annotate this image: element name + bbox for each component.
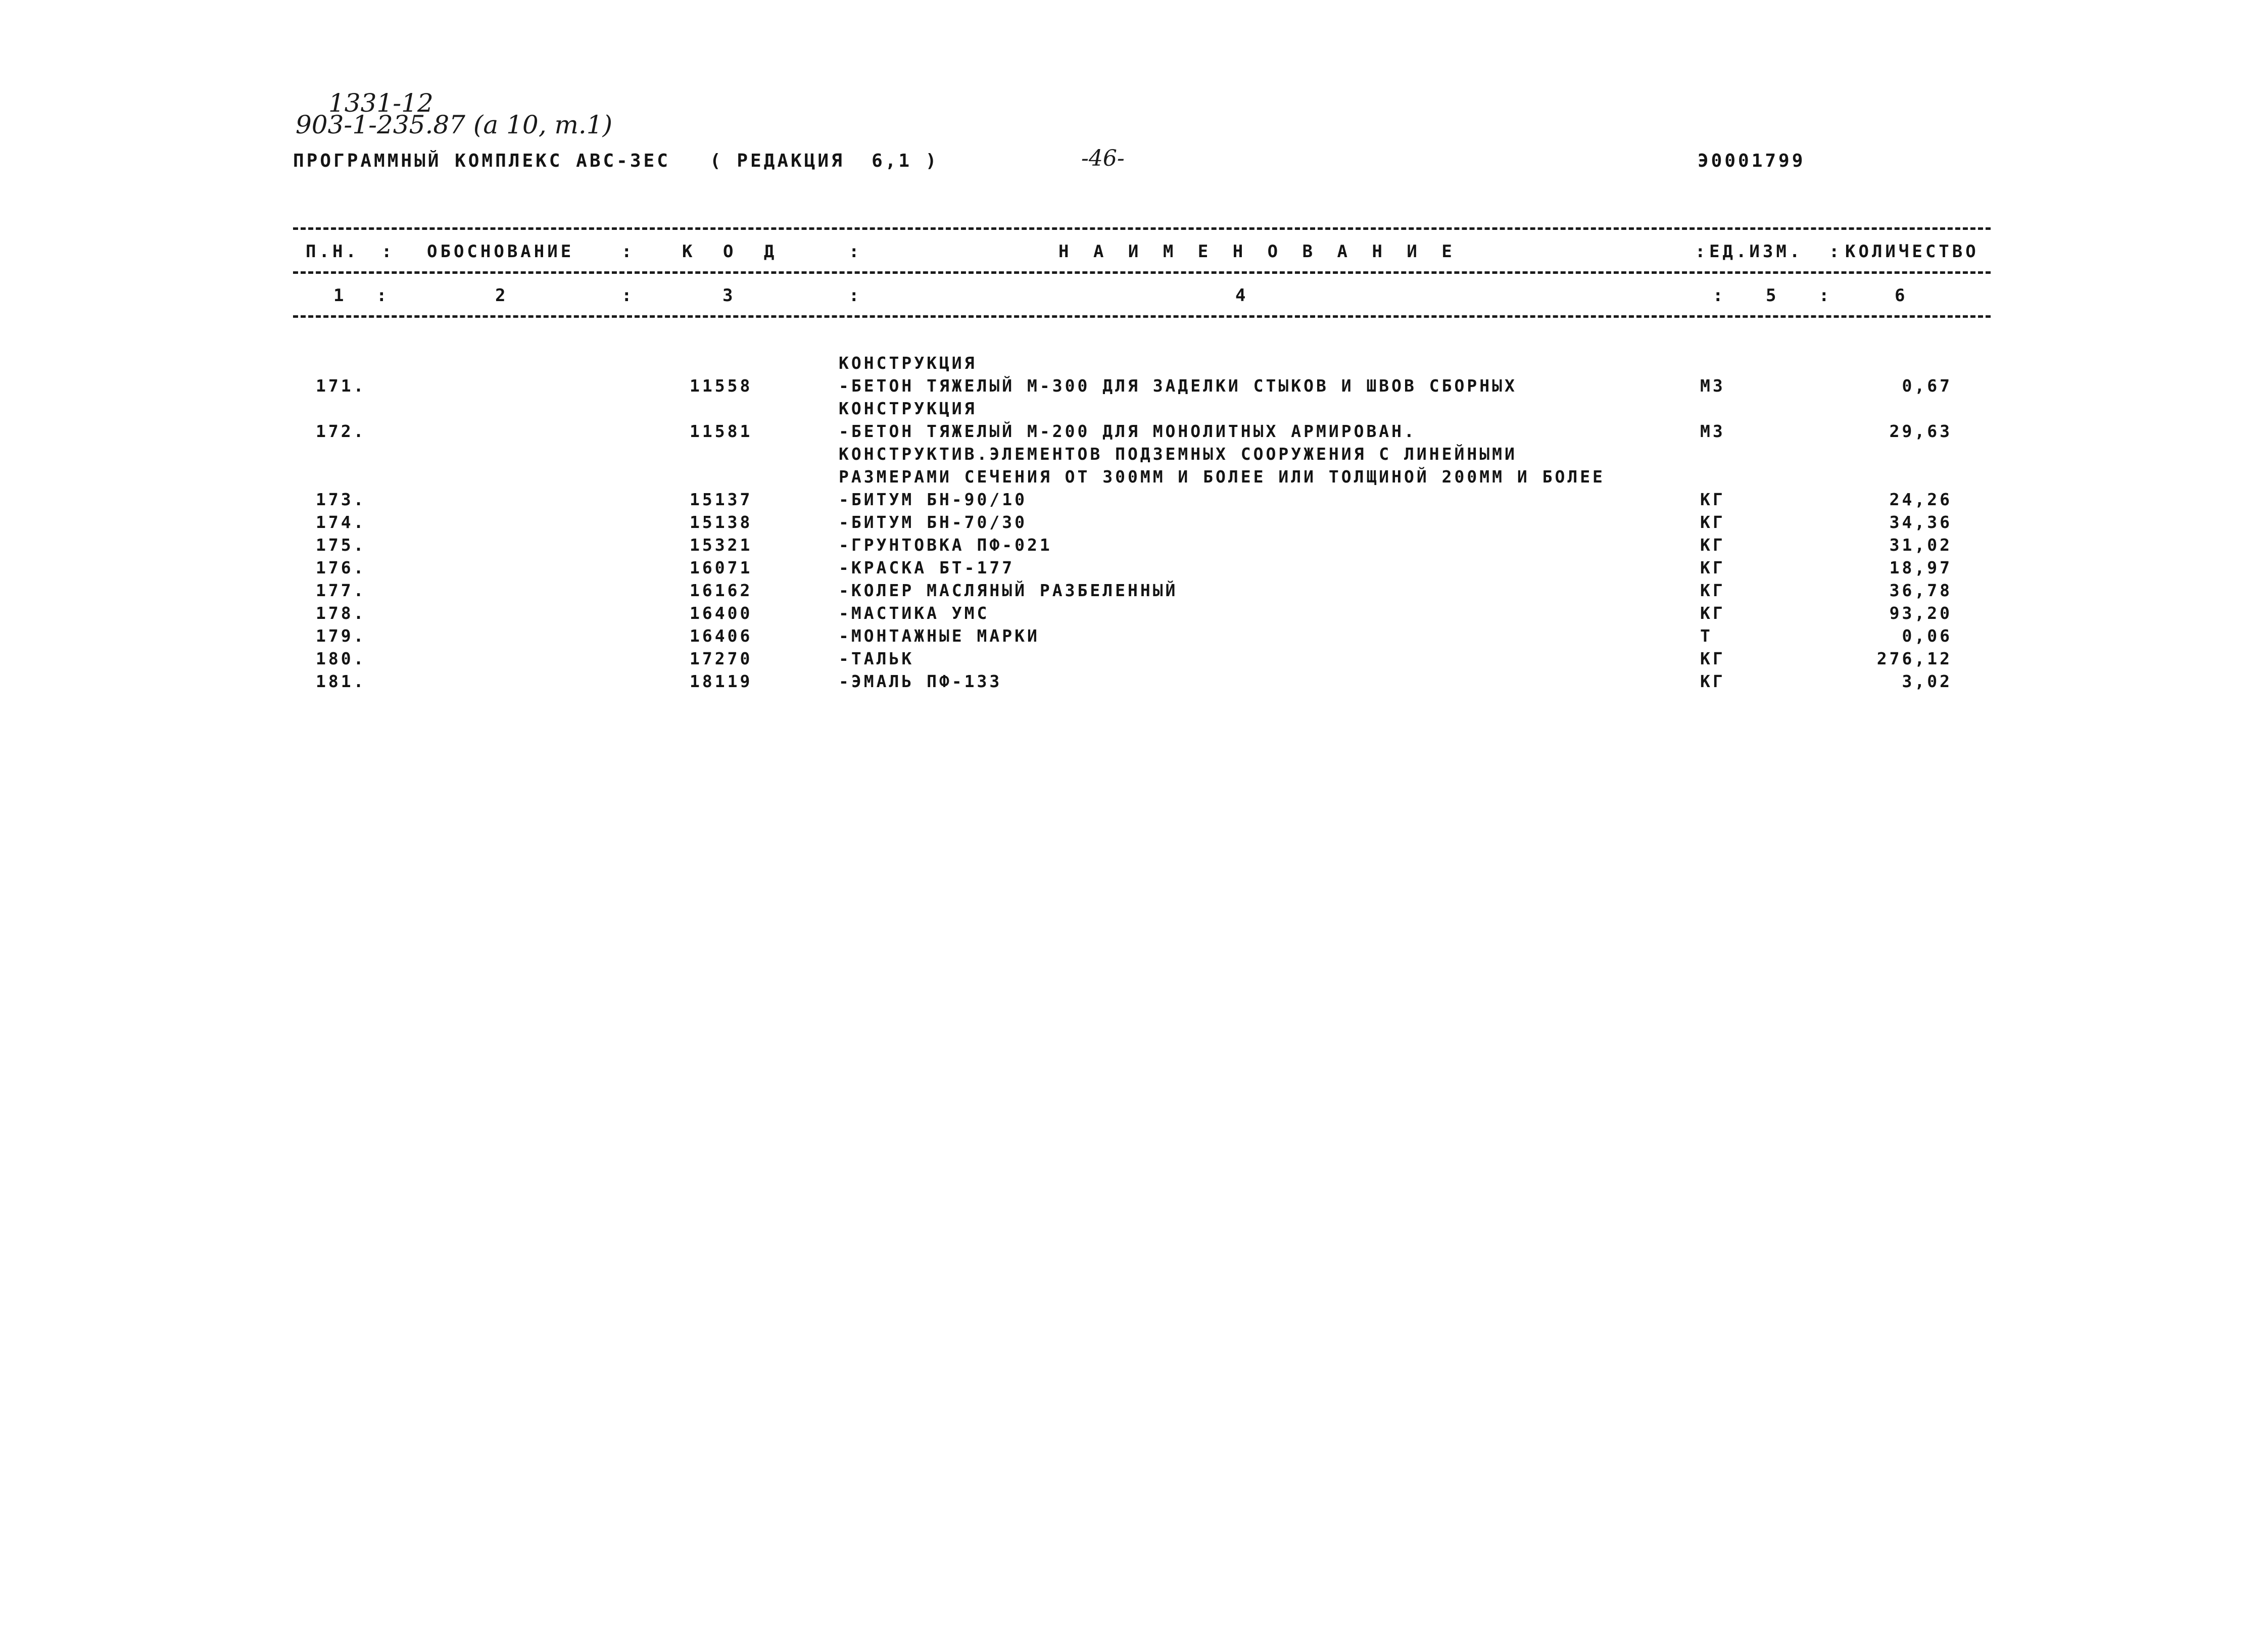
row-unit: КГ — [1700, 535, 1725, 555]
rule-bottom — [293, 315, 1991, 318]
row-quantity: 3,02 — [1902, 671, 1952, 691]
row-name: -БЕТОН ТЯЖЕЛЫЙ М-300 ДЛЯ ЗАДЕЛКИ СТЫКОВ И ШВОВ СБОРНЫХ — [839, 376, 1517, 396]
col-sep: : — [849, 242, 862, 262]
rule-mid — [293, 271, 1991, 274]
row-quantity: 31,02 — [1889, 535, 1952, 555]
row-unit: КГ — [1700, 671, 1725, 691]
row-code: 16071 — [690, 558, 753, 577]
row-name: -МОНТАЖНЫЕ МАРКИ — [839, 626, 1040, 646]
row-number: 177. — [316, 581, 366, 600]
row-number: 174. — [316, 512, 366, 532]
row-name: -БИТУМ БН-70/30 — [839, 512, 1028, 532]
row-quantity: 34,36 — [1889, 512, 1952, 532]
row-quantity: 36,78 — [1889, 581, 1952, 600]
row-name: -МАСТИКА УМС — [839, 603, 990, 623]
col-number-1: 1 — [333, 285, 347, 306]
row-quantity: 93,20 — [1889, 603, 1952, 623]
col-sep: : — [849, 285, 862, 306]
page-number: -46- — [1081, 146, 1125, 171]
program-title: ПРОГРАММНЫЙ КОМПЛЕКС АВС-ЗЕС — [293, 151, 670, 171]
col-sep: : — [1819, 285, 1832, 306]
row-code: 16400 — [690, 603, 753, 623]
col-title-name: Н А И М Е Н О В А Н И Е — [1058, 242, 1459, 262]
row-name: -ЭМАЛЬ ПФ-133 — [839, 671, 1002, 691]
col-sep: : — [1695, 242, 1709, 262]
col-number-3: 3 — [722, 285, 736, 306]
row-number: 173. — [316, 490, 366, 509]
row-unit: КГ — [1700, 581, 1725, 600]
row-name: -КРАСКА БТ-177 — [839, 558, 1015, 577]
row-unit: КГ — [1700, 512, 1725, 532]
row-unit: КГ — [1700, 603, 1725, 623]
row-quantity: 18,97 — [1889, 558, 1952, 577]
row-name: -БИТУМ БН-90/10 — [839, 490, 1028, 509]
row-code: 16406 — [690, 626, 753, 646]
row-quantity: 276,12 — [1876, 649, 1952, 668]
row-number: 175. — [316, 535, 366, 555]
row-name: КОНСТРУКТИВ.ЭЛЕМЕНТОВ ПОДЗЕМНЫХ СООРУЖЕНИЯ С ЛИНЕЙНЫМИ — [839, 444, 1517, 464]
row-unit: М3 — [1700, 421, 1725, 441]
row-number: 180. — [316, 649, 366, 668]
row-quantity: 0,67 — [1902, 376, 1952, 396]
row-number: 181. — [316, 671, 366, 691]
edition-label: ( РЕДАКЦИЯ 6,1 ) — [710, 151, 939, 171]
row-code: 11581 — [690, 421, 753, 441]
row-unit: М3 — [1700, 376, 1725, 396]
col-number-2: 2 — [495, 285, 509, 306]
row-number: 172. — [316, 421, 366, 441]
row-unit: КГ — [1700, 490, 1725, 509]
row-number: 179. — [316, 626, 366, 646]
row-code: 16162 — [690, 581, 753, 600]
handwritten-note-line1: 1331-12 — [328, 88, 433, 118]
row-code: 17270 — [690, 649, 753, 668]
col-title-code: К О Д — [682, 242, 785, 262]
col-sep: : — [621, 242, 635, 262]
row-unit: КГ — [1700, 649, 1725, 668]
handwritten-note-line2: 903-1-235.87 (a 10, т.1) — [296, 110, 613, 139]
col-title-unit: ЕД.ИЗМ. — [1709, 242, 1803, 262]
col-sep: : — [621, 285, 635, 306]
row-code: 15321 — [690, 535, 753, 555]
rule-top — [293, 227, 1991, 230]
col-sep: : — [1829, 242, 1843, 262]
row-number: 176. — [316, 558, 366, 577]
col-sep: : — [376, 285, 390, 306]
row-name: -ГРУНТОВКА ПФ-021 — [839, 535, 1052, 555]
row-name: РАЗМЕРАМИ СЕЧЕНИЯ ОТ 300ММ И БОЛЕЕ ИЛИ ТОЛЩИНОЙ 200ММ И БОЛЕЕ — [839, 467, 1605, 487]
document-number: Э0001799 — [1698, 151, 1806, 171]
row-quantity: 0,06 — [1902, 626, 1952, 646]
row-name: -ТАЛЬК — [839, 649, 914, 668]
col-title-qty: КОЛИЧЕСТВО — [1845, 242, 1979, 262]
col-sep: : — [1713, 285, 1726, 306]
col-number-5: 5 — [1766, 285, 1779, 306]
row-code: 15138 — [690, 512, 753, 532]
row-name: -БЕТОН ТЯЖЕЛЫЙ М-200 ДЛЯ МОНОЛИТНЫХ АРМИРОВАН. — [839, 421, 1417, 441]
col-number-6: 6 — [1895, 285, 1908, 306]
col-number-4: 4 — [1235, 285, 1249, 306]
row-quantity: 29,63 — [1889, 421, 1952, 441]
row-name: -КОЛЕР МАСЛЯНЫЙ РАЗБЕЛЕННЫЙ — [839, 581, 1178, 600]
row-unit: КГ — [1700, 558, 1725, 577]
row-code: 18119 — [690, 671, 753, 691]
row-quantity: 24,26 — [1889, 490, 1952, 509]
row-code: 15137 — [690, 490, 753, 509]
col-title-num: П.Н. — [306, 242, 359, 262]
row-code: 11558 — [690, 376, 753, 396]
row-unit: Т — [1700, 626, 1713, 646]
row-number: 178. — [316, 603, 366, 623]
col-title-basis: ОБОСНОВАНИЕ — [427, 242, 574, 262]
row-number: 171. — [316, 376, 366, 396]
row-name: КОНСТРУКЦИЯ — [839, 399, 977, 418]
continuation-text: КОНСТРУКЦИЯ — [839, 353, 977, 373]
col-sep: : — [381, 242, 395, 262]
